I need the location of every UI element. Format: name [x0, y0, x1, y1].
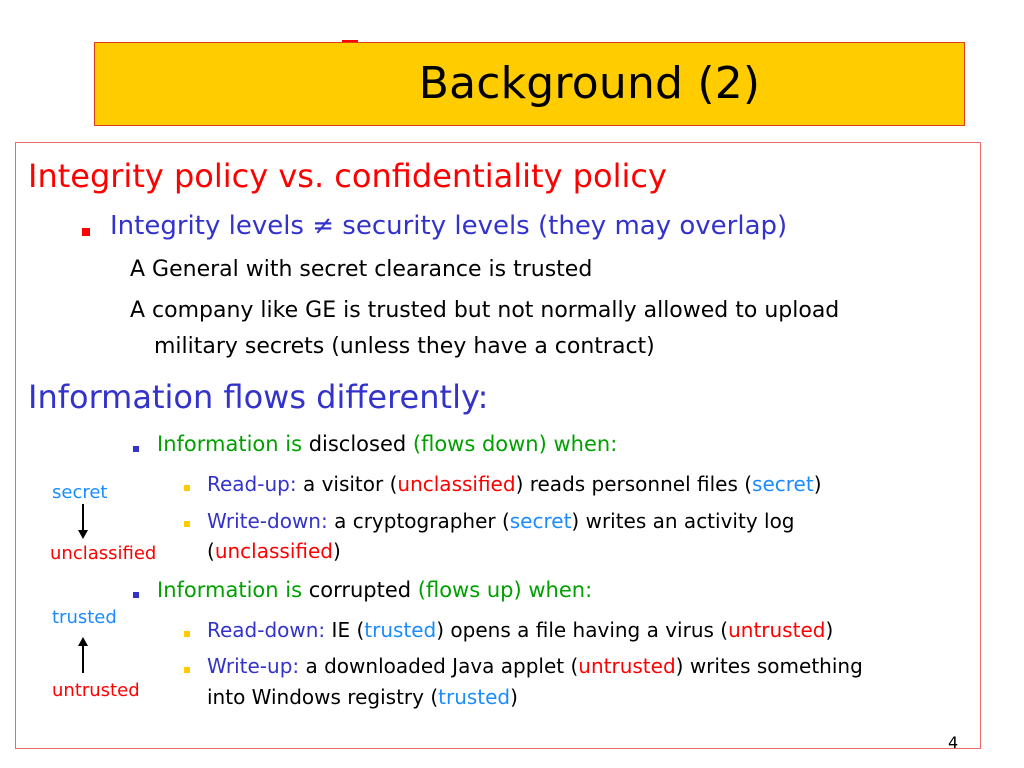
- label-secret: secret: [52, 482, 108, 503]
- write-up-text: ): [510, 685, 518, 709]
- write-up-label: Write-up:: [207, 654, 300, 678]
- write-down-class-1: secret: [509, 509, 572, 533]
- write-up-class-1: untrusted: [578, 654, 676, 678]
- title-bar: [94, 42, 965, 126]
- item-write-up-line2: [207, 685, 518, 709]
- read-up-text: a visitor (: [296, 472, 398, 496]
- read-up-text: ): [813, 472, 822, 496]
- heading-information-flows: Information flows differently:: [28, 378, 489, 416]
- flow-down-word: disclosed: [308, 432, 407, 456]
- page-title: Background (2): [418, 58, 761, 109]
- square-bullet-icon: [184, 667, 190, 673]
- item-read-up: [207, 472, 822, 496]
- write-down-text: (: [207, 539, 215, 563]
- write-down-text: ): [332, 539, 341, 563]
- read-down-text: ) opens a file having a virus (: [436, 618, 729, 642]
- flow-up-suffix: (flows up) when:: [411, 578, 593, 602]
- flow-up-word: corrupted: [308, 578, 412, 602]
- read-up-label: Read-up:: [207, 472, 297, 496]
- square-bullet-icon: [133, 592, 139, 598]
- read-down-class-1: trusted: [364, 618, 437, 642]
- write-up-text: a downloaded Java applet (: [299, 654, 579, 678]
- item-write-down: [207, 509, 795, 533]
- write-up-text: into Windows registry (: [207, 685, 439, 709]
- write-down-label: Write-down:: [207, 509, 328, 533]
- flow-up-prefix: Information is: [157, 578, 309, 602]
- item-write-down-line2: [207, 539, 341, 563]
- read-down-class-2: untrusted: [728, 618, 826, 642]
- heading-integrity-vs-confidentiality: Integrity policy vs. confidentiality policy: [28, 157, 667, 195]
- label-unclassified: unclassified: [50, 543, 157, 564]
- read-up-text: ) reads personnel files (: [515, 472, 753, 496]
- flow-down-suffix: (flows down) when:: [406, 432, 618, 456]
- arrow-up-icon: [77, 637, 89, 673]
- label-untrusted: untrusted: [52, 680, 140, 701]
- item-write-up: [207, 654, 863, 678]
- square-bullet-icon: [82, 228, 90, 236]
- sub-item-company-line2: military secrets (unless they have a contract): [154, 334, 655, 359]
- bullet-flows-down: [157, 432, 617, 456]
- write-down-text: a cryptographer (: [327, 509, 510, 533]
- bullet-flows-up: [157, 578, 592, 602]
- arrow-down-icon: [77, 504, 89, 540]
- write-up-class-2: trusted: [438, 685, 511, 709]
- write-down-class-2: unclassified: [214, 539, 333, 563]
- square-bullet-icon: [184, 631, 190, 637]
- sub-item-general: A General with secret clearance is trusted: [130, 257, 593, 282]
- write-up-text: ) writes something: [675, 654, 863, 678]
- label-trusted: trusted: [52, 607, 117, 628]
- read-up-class-2: secret: [752, 472, 814, 496]
- item-read-down: [207, 618, 833, 642]
- read-down-text: IE (: [325, 618, 365, 642]
- sub-item-company-line1: A company like GE is trusted but not normally allowed to upload: [130, 298, 840, 323]
- read-down-label: Read-down:: [207, 618, 326, 642]
- read-down-text: ): [825, 618, 834, 642]
- square-bullet-icon: [184, 485, 190, 491]
- square-bullet-icon: [133, 446, 139, 452]
- flow-down-prefix: Information is: [157, 432, 309, 456]
- read-up-class-1: unclassified: [397, 472, 516, 496]
- page-number: 4: [948, 733, 959, 752]
- bullet-integrity-levels: Integrity levels ≠ security levels (they may overlap): [110, 211, 788, 241]
- write-down-text: ) writes an activity log: [571, 509, 795, 533]
- square-bullet-icon: [184, 521, 190, 527]
